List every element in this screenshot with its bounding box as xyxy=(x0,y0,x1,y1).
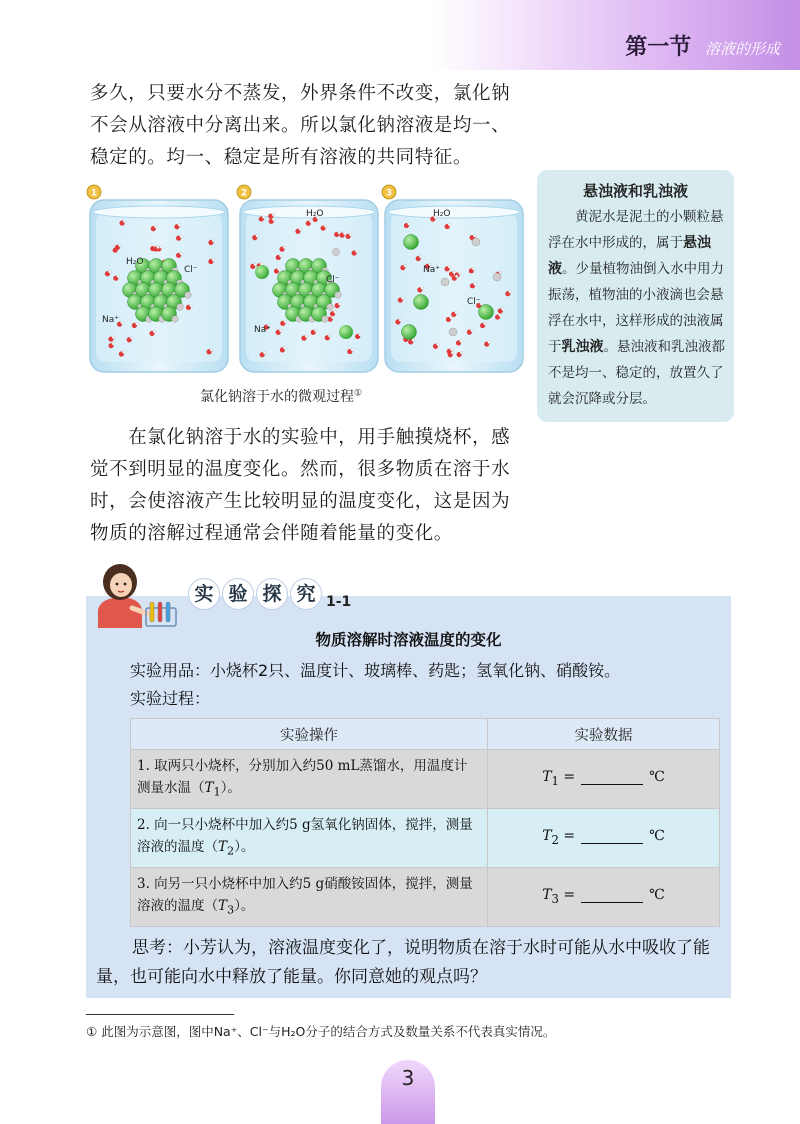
water-molecule-h xyxy=(212,258,215,261)
figure-caption xyxy=(200,386,362,406)
figure-caption-text: 氯化钠溶于水的微观过程 xyxy=(200,389,354,405)
water-molecule-h xyxy=(178,224,181,227)
water-molecule-h xyxy=(450,348,453,351)
footnote-divider xyxy=(86,1014,234,1015)
operation-text-end: ）。 xyxy=(234,838,255,855)
figure-caption-mark: ① xyxy=(354,388,363,399)
water-molecule-h xyxy=(190,304,193,307)
water-molecule-h xyxy=(263,351,266,354)
sodium-ion xyxy=(185,292,192,299)
experiment-think xyxy=(96,934,724,992)
experiment-think-text: 思考：小芳认为，溶液温度变化了，说明物质在溶于水时可能从水中吸收了能量，也可能向水中释放了能量。你同意她的观点吗？ xyxy=(96,938,710,987)
step-badge-label: 3 xyxy=(385,188,393,199)
water-molecule-h xyxy=(272,218,275,221)
sodium-label: Na⁺ xyxy=(254,325,271,335)
footnote-mark: ① xyxy=(86,1024,98,1039)
water-molecule-h xyxy=(338,302,341,305)
table-cell-data xyxy=(488,750,720,809)
chloride-ion xyxy=(255,265,269,279)
experiment-header-char: 实 xyxy=(188,578,220,610)
temperature-sub: 1 xyxy=(551,773,559,788)
water-molecule-h xyxy=(160,246,163,249)
experiment-header-char: 探 xyxy=(256,578,288,610)
water-molecule-h xyxy=(121,321,124,324)
water-molecule-h xyxy=(470,329,473,332)
water-molecule-h xyxy=(458,272,461,275)
sodium-ion xyxy=(333,249,340,256)
water-molecule-h xyxy=(210,349,213,352)
water-molecule-h xyxy=(260,263,263,266)
chloride-ion xyxy=(404,235,419,250)
water-molecule-h xyxy=(472,268,475,271)
water-molecule-h xyxy=(499,271,502,274)
temperature-sub: 2 xyxy=(227,844,235,858)
water-molecule-h xyxy=(404,264,407,267)
chloride-ion xyxy=(414,295,429,310)
answer-blank[interactable] xyxy=(581,888,643,903)
sodium-ion xyxy=(335,292,342,299)
beaker-2 xyxy=(237,185,378,372)
section-title xyxy=(625,30,780,61)
operation-text: 1. 取两只小烧杯，分别加入约50 mL蒸馏水，用温度计测量水温（ xyxy=(137,757,468,796)
sidebar-title: 悬浊液和乳浊液 xyxy=(582,182,688,200)
experiment-header-char: 验 xyxy=(222,578,254,610)
water-molecule-h xyxy=(355,250,358,253)
water-molecule-h xyxy=(314,329,317,332)
water-molecule-h xyxy=(455,275,458,278)
sodium-ion xyxy=(327,304,334,311)
section-name: 溶液的形成 xyxy=(704,40,780,58)
water-molecule-h xyxy=(108,271,111,274)
table-cell-data xyxy=(488,868,720,927)
water-molecule-h xyxy=(123,220,126,223)
temperature-sub: 1 xyxy=(213,785,221,799)
water-label: H₂O xyxy=(126,257,144,267)
water-molecule-h xyxy=(448,266,451,269)
temperature-var: T xyxy=(218,897,228,914)
water-molecule-h xyxy=(256,234,259,237)
temperature-unit: ℃ xyxy=(649,769,665,786)
paragraph-middle xyxy=(90,422,525,550)
table-header-row xyxy=(131,719,720,750)
water-molecule-h xyxy=(279,254,282,257)
table-row xyxy=(131,750,720,809)
water-molecule-h xyxy=(473,283,476,286)
temperature-var: T xyxy=(542,769,552,786)
temperature-var: T xyxy=(542,887,552,904)
experiment-title: 物质溶解时溶液温度的变化 xyxy=(315,631,502,649)
water-molecule-h xyxy=(117,275,120,278)
water-molecule-h xyxy=(452,271,455,274)
temperature-var: T xyxy=(204,779,214,796)
chloride-label: Cl⁻ xyxy=(326,275,340,285)
temperature-sub: 2 xyxy=(551,832,559,847)
answer-blank[interactable] xyxy=(581,829,643,844)
temperature-sub: 3 xyxy=(227,903,235,917)
water-molecule-h xyxy=(399,319,402,322)
sidebar-text-2: 。少量植物油倒入水中用力振荡，植物油的小液滴也会悬浮在水中，这样形成的浊液属于 xyxy=(548,261,724,355)
experiment-materials: 实验用品：小烧杯2只、温度计、玻璃棒、药匙；氢氧化钠、硝酸铵。 xyxy=(130,661,621,680)
water-molecule-h xyxy=(130,337,133,340)
water-molecule-h xyxy=(401,297,404,300)
water-molecule-h xyxy=(460,351,463,354)
water-molecule-h xyxy=(272,213,275,216)
section-number: 第一节 xyxy=(625,35,692,60)
water-molecule-h xyxy=(122,351,125,354)
operation-text-end: ）。 xyxy=(220,779,241,796)
water-molecule-h xyxy=(157,246,160,249)
table-row xyxy=(131,868,720,927)
water-molecule-h xyxy=(180,252,183,255)
water-molecule-h xyxy=(448,223,451,226)
equals-sign: = xyxy=(563,769,576,786)
sidebar-text-3: 。悬浊液和乳浊液都不是均一、稳定的，放置久了就会沉降或分层。 xyxy=(548,339,725,407)
water-molecule-h xyxy=(451,351,454,354)
operation-text: 3. 向另一只小烧杯中加入约5 g硝酸铵固体，搅拌，测量溶液的温度（ xyxy=(137,875,473,914)
water-molecule-h xyxy=(154,225,157,228)
water-molecule-h xyxy=(328,335,331,338)
page-number: 3 xyxy=(401,1066,415,1090)
water-molecule-h xyxy=(499,314,502,317)
sodium-ion xyxy=(177,304,184,311)
water-label: H₂O xyxy=(433,209,451,219)
water-molecule-h xyxy=(324,225,327,228)
beaker-rim xyxy=(93,206,225,218)
paragraph-middle-text: 在氯化钠溶于水的实验中，用手触摸烧杯，感觉不到明显的温度变化。然而，很多物质在溶于水时，会使溶液产生比较明显的温度变化，这是因为物质的溶解过程通常会伴随着能量的变化。 xyxy=(90,427,511,544)
chloride-ion xyxy=(402,325,417,340)
water-molecule-h xyxy=(460,340,463,343)
water-molecule-h xyxy=(351,348,354,351)
sodium-ion xyxy=(449,328,457,336)
water-molecule-h xyxy=(407,222,410,225)
water-molecule-h xyxy=(334,310,337,313)
chloride-label: Cl⁻ xyxy=(184,265,198,275)
table-cell-operation xyxy=(131,868,488,927)
sidebar-body xyxy=(548,204,726,412)
water-molecule-h xyxy=(509,290,512,293)
sidebar-term-emulsion: 乳浊液 xyxy=(561,339,604,355)
beaker-3 xyxy=(382,185,523,372)
temperature-unit: ℃ xyxy=(649,828,665,845)
temperature-unit: ℃ xyxy=(649,887,665,904)
water-molecule-h xyxy=(284,320,287,323)
water-molecule-h xyxy=(299,228,302,231)
water-molecule-h xyxy=(349,233,352,236)
sidebar-term-suspension: 悬浊液 xyxy=(548,235,711,277)
operation-text-end: ）。 xyxy=(234,897,255,914)
step-badge-label: 1 xyxy=(90,188,98,199)
equals-sign: = xyxy=(563,828,576,845)
beaker-rim xyxy=(388,206,520,218)
water-molecule-h xyxy=(305,335,308,338)
sidebar-box xyxy=(537,170,734,422)
experiment-table xyxy=(130,718,720,927)
water-molecule-h xyxy=(112,336,115,339)
dissolution-figure xyxy=(86,182,528,382)
table-header-operation: 实验操作 xyxy=(131,719,488,750)
water-molecule-h xyxy=(309,220,312,223)
water-molecule-h xyxy=(359,333,362,336)
water-molecule-h xyxy=(180,235,183,238)
answer-blank[interactable] xyxy=(581,770,643,785)
water-molecule-h xyxy=(449,316,452,319)
footnote-text: 此图为示意图，图中Na⁺、Cl⁻与H₂O分子的结合方式及数量关系不代表真实情况。 xyxy=(101,1024,556,1039)
experiment-header xyxy=(188,578,351,618)
water-molecule-h xyxy=(488,341,491,344)
experiment-procedure-label: 实验过程： xyxy=(130,689,211,708)
water-molecule-h xyxy=(455,311,458,314)
chloride-ion xyxy=(339,325,353,339)
water-molecule-h xyxy=(254,263,257,266)
sodium-label: Na⁺ xyxy=(102,315,119,325)
equals-sign: = xyxy=(563,887,576,904)
sodium-ion xyxy=(493,273,501,281)
water-molecule-h xyxy=(212,239,215,242)
water-molecule-h xyxy=(278,268,281,271)
temperature-var: T xyxy=(218,838,228,855)
operation-text: 2. 向一只小烧杯中加入约5 g氢氧化钠固体，搅拌，测量溶液的温度（ xyxy=(137,816,473,855)
water-molecule-h xyxy=(421,287,424,290)
water-molecule-h xyxy=(135,322,138,325)
sodium-ion xyxy=(322,316,329,323)
sodium-ion xyxy=(172,316,179,323)
student-illustration-icon xyxy=(88,562,180,628)
beaker-1 xyxy=(87,185,228,372)
sodium-ion xyxy=(472,238,480,246)
chloride-label: Cl⁻ xyxy=(467,297,481,307)
sodium-label: Na⁺ xyxy=(423,265,440,275)
table-cell-operation xyxy=(131,750,488,809)
temperature-var: T xyxy=(542,828,552,845)
table-cell-operation xyxy=(131,809,488,868)
water-molecule-h xyxy=(283,246,286,249)
table-cell-data xyxy=(488,809,720,868)
paragraph-top: 多久，只要水分不蒸发，外界条件不改变，氯化钠不会从溶液中分离出来。所以氯化钠溶液是均一、稳定的。均一、稳定是所有溶液的共同特征。 xyxy=(90,83,511,168)
water-molecule-h xyxy=(331,316,334,319)
table-header-data: 实验数据 xyxy=(488,719,720,750)
chloride-ion xyxy=(479,305,494,320)
footnote xyxy=(86,1022,555,1040)
water-molecule-h xyxy=(153,330,156,333)
water-label: H₂O xyxy=(306,209,324,219)
temperature-sub: 3 xyxy=(551,891,559,906)
sodium-ion xyxy=(441,278,449,286)
water-molecule-h xyxy=(283,347,286,350)
experiment-header-char: 究 xyxy=(290,578,322,610)
water-molecule-h xyxy=(484,322,487,325)
water-molecule-h xyxy=(343,232,346,235)
water-molecule-h xyxy=(501,308,504,311)
sidebar-text-1: 黄泥水是泥土的小颗粒悬浮在水中形成的，属于 xyxy=(548,209,724,251)
table-row xyxy=(131,809,720,868)
water-molecule-h xyxy=(262,216,265,219)
water-molecule-h xyxy=(437,343,440,346)
water-molecule-h xyxy=(112,342,115,345)
water-molecule-h xyxy=(279,329,282,332)
water-molecule-h xyxy=(119,244,122,247)
step-badge-label: 2 xyxy=(240,188,248,199)
water-molecule-h xyxy=(419,255,422,258)
experiment-number: 1-1 xyxy=(326,594,352,610)
